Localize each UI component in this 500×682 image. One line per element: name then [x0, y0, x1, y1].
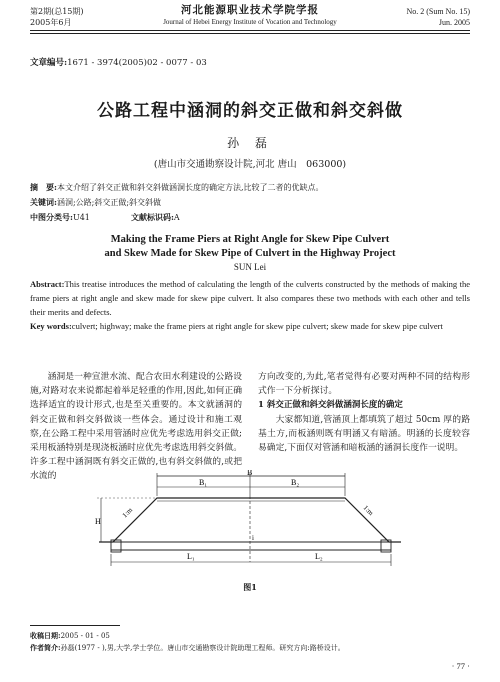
paper-title: 公路工程中涵洞的斜交正做和斜交斜做 — [97, 101, 403, 121]
label-slope-left: 1:m — [120, 506, 135, 520]
clc-label: 中图分类号: — [30, 212, 73, 222]
page-number: · 77 · — [451, 661, 470, 671]
header-journal-cn: 河北能源职业技术学院学报 — [181, 4, 319, 16]
abstract-cn — [30, 181, 470, 194]
footnote-received-label: 收稿日期: — [30, 631, 61, 640]
label-b1: B₁ — [199, 478, 208, 487]
classification — [30, 211, 470, 224]
header-rule-thin — [30, 33, 470, 34]
footnote-rule — [30, 625, 120, 626]
doc-code-label: 文献标识码: — [130, 212, 174, 222]
label-h: H — [95, 517, 101, 526]
english-title-line1: Making the Frame Piers at Right Angle for Skew Pipe Culvert — [110, 234, 390, 245]
footnote-author-label: 作者简介: — [30, 643, 61, 652]
footnote-received — [30, 630, 470, 642]
clc-value: U41 — [72, 213, 90, 222]
label-b2: B₂ — [291, 478, 300, 487]
body-paragraph-continued: 方向改变的,为此,笔者觉得有必要对两种不同的结构形式作一下分析探讨。 — [258, 372, 470, 397]
label-l2: L₂ — [315, 552, 323, 561]
label-l1: L₁ — [187, 552, 195, 561]
label-i: i — [252, 534, 254, 542]
header-journal-en: Journal of Hebei Energy Institute of Vocation and Technology — [163, 18, 337, 26]
english-abstract-label: Abstract: — [30, 279, 65, 289]
body-paragraph-culvert-length: 大家都知道,管涵顶上都填筑了超过 50cm 厚的路基土方,而板涵则既有明涵又有暗涵。明涵的长度较容易确定,下面仅对管涵和暗板涵的涵洞长度作一说明。 — [258, 414, 470, 454]
keywords-cn — [30, 196, 470, 209]
label-b: B — [247, 470, 253, 477]
body-paragraph-intro: 涵洞是一种宣泄水流、配合农田水利建设的公路设施,对路对农来说都起着举足轻重的作用,因此,如何正确选择适宜的设计形式,也是至关重要的。本文就涵洞的斜交正做和斜交斜做谈一些体会。通过设计和施工观察,在公路工程中采用管涵时应优先考虑选用斜交正做;采用板涵特别是现浇板涵时应优先考虑选用斜交斜做。许多工程中涵洞既有斜交正做的,也有斜交斜做的,或把水流的 — [30, 372, 242, 482]
footnote-received-value: 2005 - 01 - 05 — [60, 632, 110, 640]
figure-1-diagram — [95, 470, 405, 580]
body-right-column — [258, 370, 470, 455]
header-issue-block — [30, 6, 84, 28]
header-journal-block — [130, 4, 370, 27]
english-abstract-text: This treatise introduces the method of calculating the length of the culverts constructed by the methods of making the frame piers at right angle and skew made for skew pipe culvert. It also compares these two methods with each other and tells their merits and defects. — [30, 279, 470, 317]
abstract-cn-label: 摘 要: — [30, 182, 57, 192]
english-title — [0, 233, 500, 261]
footnote-author-value: 孙磊(1977 - ),男,大学,学士学位。唐山市交通勘察设计院助理工程师。研究方向:路桥设计。 — [60, 644, 345, 652]
body-left-column — [30, 370, 242, 484]
keywords-cn-label: 关键词: — [30, 197, 57, 207]
doc-code-value: A — [173, 213, 180, 222]
english-author: SUN Lei — [233, 262, 267, 272]
label-slope-right: 1:m — [361, 503, 375, 518]
section-heading-1: 1 斜交正做和斜交斜做涵洞长度的确定 — [258, 400, 403, 411]
header-issue-en-block — [406, 6, 470, 28]
header-date-cn: 2005年6月 — [30, 18, 72, 27]
embankment-outline — [99, 498, 401, 542]
english-keywords-text: culvert; highway; make the frame piers at right angle for skew pipe culvert; skew made for skew pipe culvert — [71, 321, 443, 331]
english-abstract — [30, 277, 470, 319]
article-number-label: 文章编号: — [30, 58, 68, 68]
abstract-cn-text: 本文介绍了斜交正做和斜交斜做涵洞长度的确定方法,比较了二者的优缺点。 — [56, 183, 324, 192]
article-number — [30, 56, 207, 68]
english-keywords-label: Key words: — [30, 321, 72, 331]
article-number-value: 1671 - 3974(2005)02 - 0077 - 03 — [67, 58, 207, 68]
header-issue-en: No. 2 (Sum No. 15) — [406, 7, 470, 16]
keywords-cn-text: 涵洞;公路;斜交正做;斜交斜做 — [56, 198, 162, 207]
paper-author: 孙 磊 — [227, 136, 273, 150]
header-date-en: Jun. 2005 — [438, 18, 470, 27]
footnote-author — [30, 642, 470, 654]
english-abstract-block — [30, 277, 470, 333]
english-title-line2: and Skew Made for Skew Pipe of Culvert in the Highway Project — [104, 248, 396, 259]
english-keywords — [30, 319, 470, 333]
header-issue-cn: 第2期(总15期) — [30, 7, 84, 16]
header-rule-thick — [30, 30, 470, 31]
author-affiliation: (唐山市交通勘察设计院,河北 唐山 063000) — [153, 159, 347, 170]
figure-1-caption: 图1 — [243, 582, 257, 592]
